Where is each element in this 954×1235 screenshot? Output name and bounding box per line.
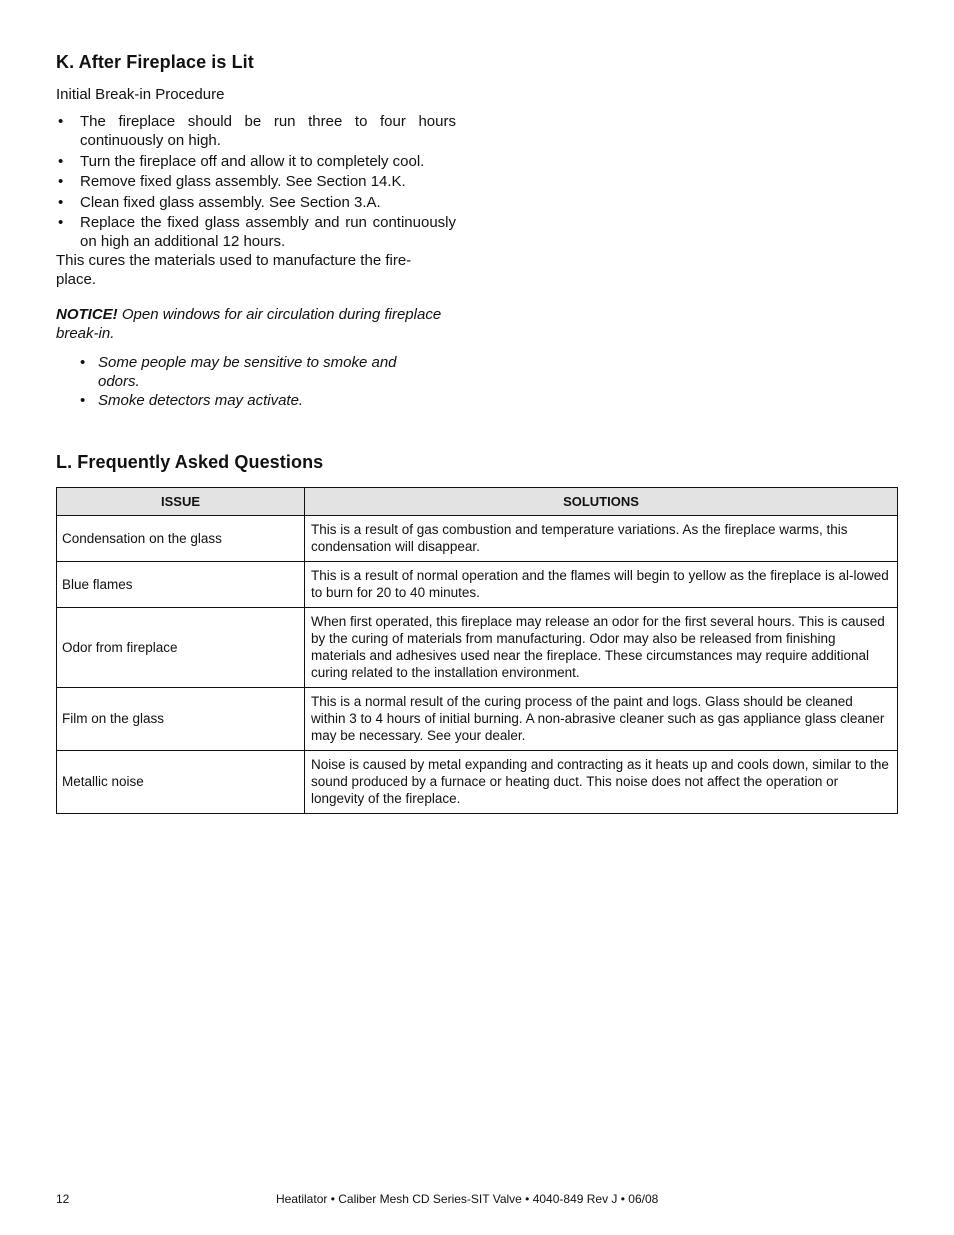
solution-cell: This is a normal result of the curing process of the paint and logs. Glass should be cleaned within 3 to 4 hours of initial burning. A non-abrasive cleaner such as gas appliance glass cleaner may be necessary. See your dealer. bbox=[305, 688, 898, 751]
table-row bbox=[57, 562, 898, 608]
footer-text: Heatilator • Caliber Mesh CD Series-SIT Valve • 4040-849 Rev J • 06/08 bbox=[276, 1192, 659, 1206]
list-item bbox=[56, 172, 456, 191]
table-row bbox=[57, 688, 898, 751]
section-l-title: L. Frequently Asked Questions bbox=[56, 452, 324, 472]
page-number: 12 bbox=[56, 1192, 70, 1206]
solution-cell: This is a result of gas combustion and temperature variations. As the fireplace warms, this condensation will disappear. bbox=[305, 516, 898, 562]
notice-bullets-list bbox=[80, 353, 420, 410]
issue-cell: Condensation on the glass bbox=[57, 516, 305, 562]
notice-paragraph bbox=[56, 305, 461, 343]
list-item bbox=[80, 391, 420, 410]
list-item bbox=[56, 152, 456, 171]
list-item bbox=[56, 112, 456, 150]
table-row bbox=[57, 608, 898, 688]
list-item-text: The fireplace should be run three to four hours continuously on high. bbox=[80, 113, 456, 149]
notice-text: Open windows for air circulation during fireplace break-in. bbox=[56, 306, 442, 342]
bullet-icon: • bbox=[80, 392, 86, 409]
bullet-icon: • bbox=[58, 193, 64, 211]
issue-cell: Film on the glass bbox=[57, 688, 305, 751]
solutions-column-header: SOLUTIONS bbox=[305, 488, 898, 516]
issue-column-header: ISSUE bbox=[57, 488, 305, 516]
list-item-text: Turn the fireplace off and allow it to completely cool. bbox=[80, 152, 425, 170]
solution-cell: Noise is caused by metal expanding and contracting as it heats up and cools down, similar to the sound produced by a furnace or heating duct. This noise does not affect the operation or longevity of the fireplace. bbox=[305, 751, 898, 814]
issue-cell: Odor from fireplace bbox=[57, 608, 305, 688]
table-row bbox=[57, 751, 898, 814]
issue-cell: Metallic noise bbox=[57, 751, 305, 814]
list-item-text: Replace the fixed glass assembly and run continuously on high an additional 12 hours. bbox=[80, 214, 456, 250]
bullet-icon: • bbox=[58, 113, 64, 130]
cure-paragraph: This cures the materials used to manufacture the fire-place. bbox=[56, 252, 412, 288]
list-item bbox=[80, 353, 420, 391]
faq-table bbox=[56, 487, 898, 814]
list-item-text: Smoke detectors may activate. bbox=[98, 392, 304, 409]
bullet-icon: • bbox=[58, 152, 64, 170]
section-k-title: K. After Fireplace is Lit bbox=[56, 52, 254, 72]
issue-cell: Blue flames bbox=[57, 562, 305, 608]
solution-cell: When first operated, this fireplace may release an odor for the first several hours. This is caused by the curing of materials from manufacturing. Odor may also be released from finishing materials and adhesives used near the fireplace. These circumstances may require additional curing related to the installation environment. bbox=[305, 608, 898, 688]
notice-label: NOTICE! bbox=[56, 306, 118, 323]
break-in-subheading: Initial Break-in Procedure bbox=[56, 86, 225, 103]
table-row bbox=[57, 516, 898, 562]
solution-cell: This is a result of normal operation and the flames will begin to yellow as the fireplace is al-lowed to burn for 20 to 40 minutes. bbox=[305, 562, 898, 608]
list-item-text: Remove fixed glass assembly. See Section 14.K. bbox=[80, 173, 406, 190]
table-header-row bbox=[57, 488, 898, 516]
list-item-text: Clean fixed glass assembly. See Section 3.A. bbox=[80, 193, 381, 211]
bullet-icon: • bbox=[80, 354, 86, 371]
list-item bbox=[56, 193, 456, 212]
break-in-steps-list bbox=[56, 112, 456, 253]
list-item-text: Some people may be sensitive to smoke and odors. bbox=[98, 354, 397, 390]
list-item bbox=[56, 213, 456, 251]
bullet-icon: • bbox=[58, 214, 64, 231]
bullet-icon: • bbox=[58, 173, 64, 190]
